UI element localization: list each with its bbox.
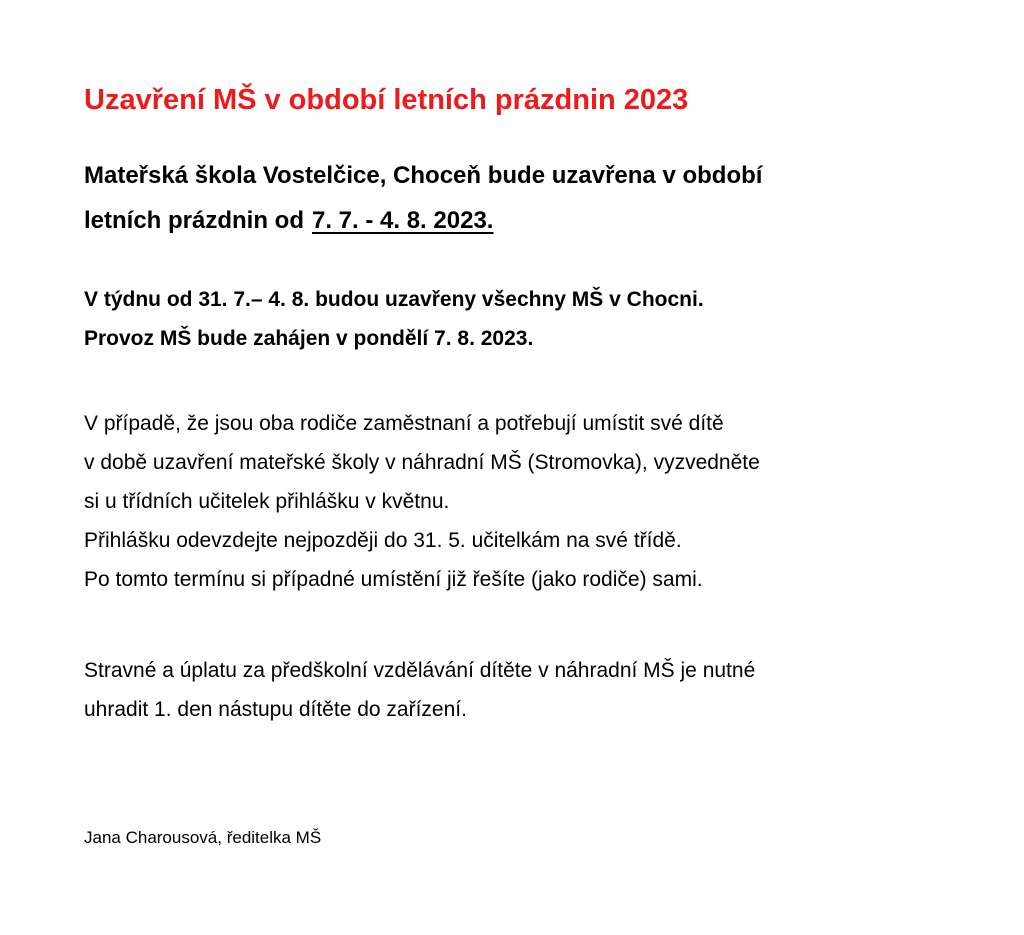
paragraph1-line-3: si u třídních učitelek přihlášku v květnu. [84,490,450,513]
paragraph2-line-2: uhradit 1. den nástupu dítěte do zařízení. [84,698,467,721]
signature: Jana Charousová, ředitelka MŠ [84,828,322,847]
paragraph1-line-5: Po tomto termínu si případné umístění již řešíte (jako rodiče) sami. [84,568,703,591]
closure-line-1: Mateřská škola Vostelčice, Choceň bude uzavřena v období [84,162,763,189]
paragraph1-line-2: v době uzavření mateřské školy v náhradní MŠ (Stromovka), vyzvedněte [84,451,760,474]
document-title: Uzavření MŠ v období letních prázdnin 2023 [84,84,689,116]
week-closure-info [84,280,704,358]
closure-dates: 7. 7. - 4. 8. 2023. [312,207,494,234]
payment-paragraph [84,651,755,729]
closure-announcement [84,153,762,243]
reopening-line: Provoz MŠ bude zahájen v pondělí 7. 8. 2023. [84,327,534,350]
substitute-school-paragraph [84,404,760,599]
paragraph1-line-1: V případě, že jsou oba rodiče zaměstnaní a potřebují umístit své dítě [84,412,724,435]
week-closure-line-1: V týdnu od 31. 7.– 4. 8. budou uzavřeny všechny MŠ v Chocni. [84,288,704,311]
closure-line-2-prefix: letních prázdnin od [84,207,304,234]
closure-line-2 [84,198,762,243]
paragraph1-line-4: Přihlášku odevzdejte nejpozději do 31. 5. učitelkám na své třídě. [84,529,682,552]
paragraph2-line-1: Stravné a úplatu za předškolní vzdělávání dítěte v náhradní MŠ je nutné [84,659,756,682]
